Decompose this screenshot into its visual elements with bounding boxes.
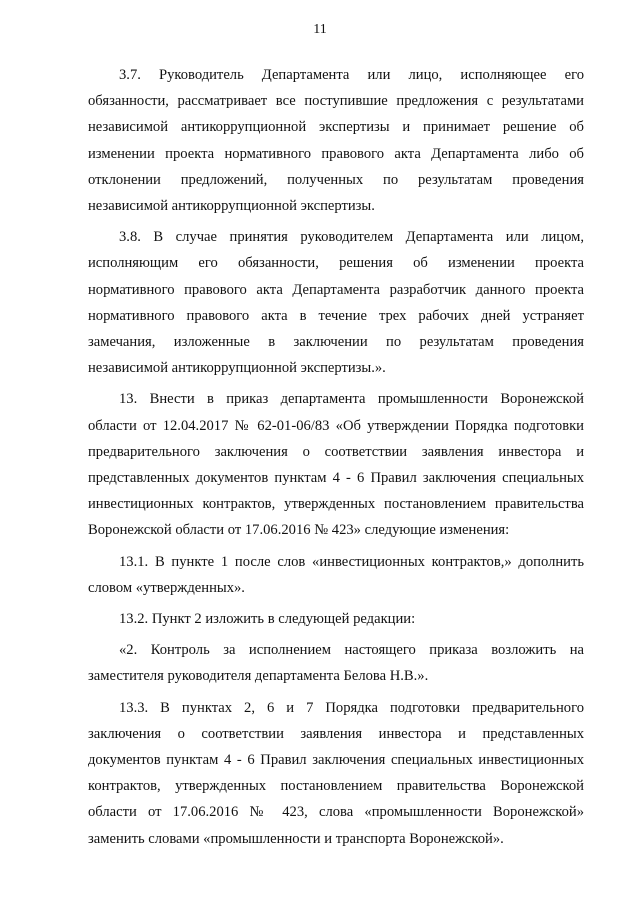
text-line: изменении проекта нормативного правового акта Департамента либо об bbox=[88, 145, 584, 162]
text-line: представленных документов пунктам 4 - 6 Правил заключения специальных bbox=[88, 470, 584, 487]
text-line: независимой антикоррупционной экспертизы.». bbox=[88, 360, 386, 377]
text-line: нормативного правового акта в течение трех рабочих дней устраняет bbox=[88, 307, 584, 324]
text-line: замечания, изложенные в заключении по результатам проведения bbox=[88, 334, 584, 351]
text-line: независимой антикоррупционной экспертизы и принимает решение об bbox=[88, 119, 584, 136]
text-line: области от 12.04.2017 № 62-01-06/83 «Об утверждении Порядка подготовки bbox=[88, 417, 584, 434]
paragraph-13-3 bbox=[88, 695, 584, 852]
text-line: исполняющим его обязанности, решения об изменении проекта bbox=[88, 255, 584, 272]
text-line: «2. Контроль за исполнением настоящего приказа возложить на bbox=[119, 642, 584, 659]
text-line: области от 17.06.2016 № 423, слова «промышленности Воронежской» bbox=[88, 804, 584, 821]
paragraph-13 bbox=[88, 386, 584, 543]
text-line: обязанности, рассматривает все поступившие предложения с результатами bbox=[88, 93, 584, 110]
paragraph-3-7 bbox=[88, 62, 584, 219]
paragraph-13-1 bbox=[88, 549, 584, 601]
paragraph-13-2-text bbox=[88, 637, 584, 689]
text-line: заменить словами «промышленности и транспорта Воронежской». bbox=[88, 830, 504, 847]
text-line: заключения о соответствии заявления инвестора и представленных bbox=[88, 725, 584, 742]
text-line: отклонении предложений, полученных по результатам проведения bbox=[88, 171, 584, 188]
text-line: 13. Внести в приказ департамента промышленности Воронежской bbox=[119, 391, 584, 408]
text-line: 3.7. Руководитель Департамента или лицо, исполняющее его bbox=[119, 67, 584, 83]
text-line: инвестиционных контрактов, утвержденных постановлением правительства bbox=[88, 496, 584, 513]
text-line: независимой антикоррупционной экспертизы. bbox=[88, 198, 375, 215]
paragraph-13-2 bbox=[88, 606, 584, 632]
text-line: нормативного правового акта Департамента разработчик данного проекта bbox=[88, 281, 584, 298]
text-line: 3.8. В случае принятия руководителем Департамента или лицом, bbox=[119, 229, 584, 246]
text-line: 13.2. Пункт 2 изложить в следующей редакции: bbox=[119, 611, 416, 628]
text-line: Воронежской области от 17.06.2016 № 423» следующие изменения: bbox=[88, 522, 510, 539]
text-line: словом «утвержденных». bbox=[88, 579, 245, 596]
text-line: документов пунктам 4 - 6 Правил заключения специальных инвестиционных bbox=[88, 752, 584, 769]
page-number: 11 bbox=[313, 22, 327, 37]
text-line: 13.3. В пунктах 2, 6 и 7 Порядка подготовки предварительного bbox=[119, 699, 584, 716]
text-line: заместителя руководителя департамента Белова Н.В.». bbox=[88, 668, 429, 685]
document-body bbox=[88, 62, 584, 852]
text-line: контрактов, утвержденных постановлением правительства Воронежской bbox=[88, 778, 584, 795]
text-line: предварительного заключения о соответствии заявления инвестора и bbox=[88, 443, 584, 460]
text-line: 13.1. В пункте 1 после слов «инвестиционных контрактов,» дополнить bbox=[119, 553, 584, 570]
paragraph-3-8 bbox=[88, 224, 584, 381]
